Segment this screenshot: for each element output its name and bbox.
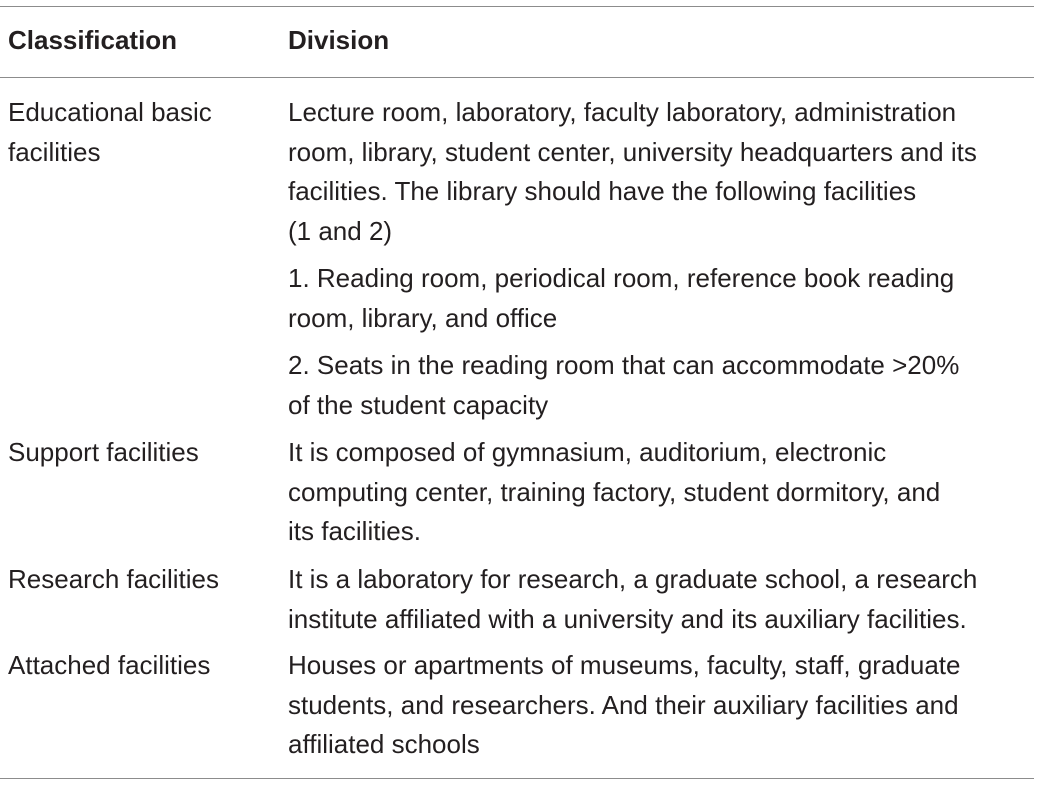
table-header-rule xyxy=(0,77,1034,78)
division-cell: It is composed of gymnasium, auditorium, electronic computing center, training factory, student dormitory, and its facilities. xyxy=(288,437,941,546)
classification-cell: Attached facilities xyxy=(8,650,211,680)
classification-cell: Educational basic facilities xyxy=(8,97,212,167)
division-cell: Houses or apartments of museums, faculty, staff, graduate students, and researchers. And their auxiliary facilities and affiliated schools xyxy=(288,650,961,759)
division-cell: It is a laboratory for research, a graduate school, a research institute affiliated with a university and its auxiliary facilities. xyxy=(288,564,978,634)
table-top-rule xyxy=(0,6,1034,7)
header-classification: Classification xyxy=(8,25,178,55)
division-cell: Lecture room, laboratory, faculty laboratory, administration room, library, student center, university headquarters and its facilities. The library should have the following facilities (1 and 2) xyxy=(288,97,977,246)
classification-cell: Support facilities xyxy=(8,437,199,467)
table-bottom-rule xyxy=(0,778,1034,779)
division-cell: 1. Reading room, periodical room, reference book reading room, library, and office xyxy=(288,263,955,333)
classification-cell: Research facilities xyxy=(8,564,219,594)
header-division: Division xyxy=(288,25,390,55)
division-cell: 2. Seats in the reading room that can accommodate >20% of the student capacity xyxy=(288,350,960,420)
